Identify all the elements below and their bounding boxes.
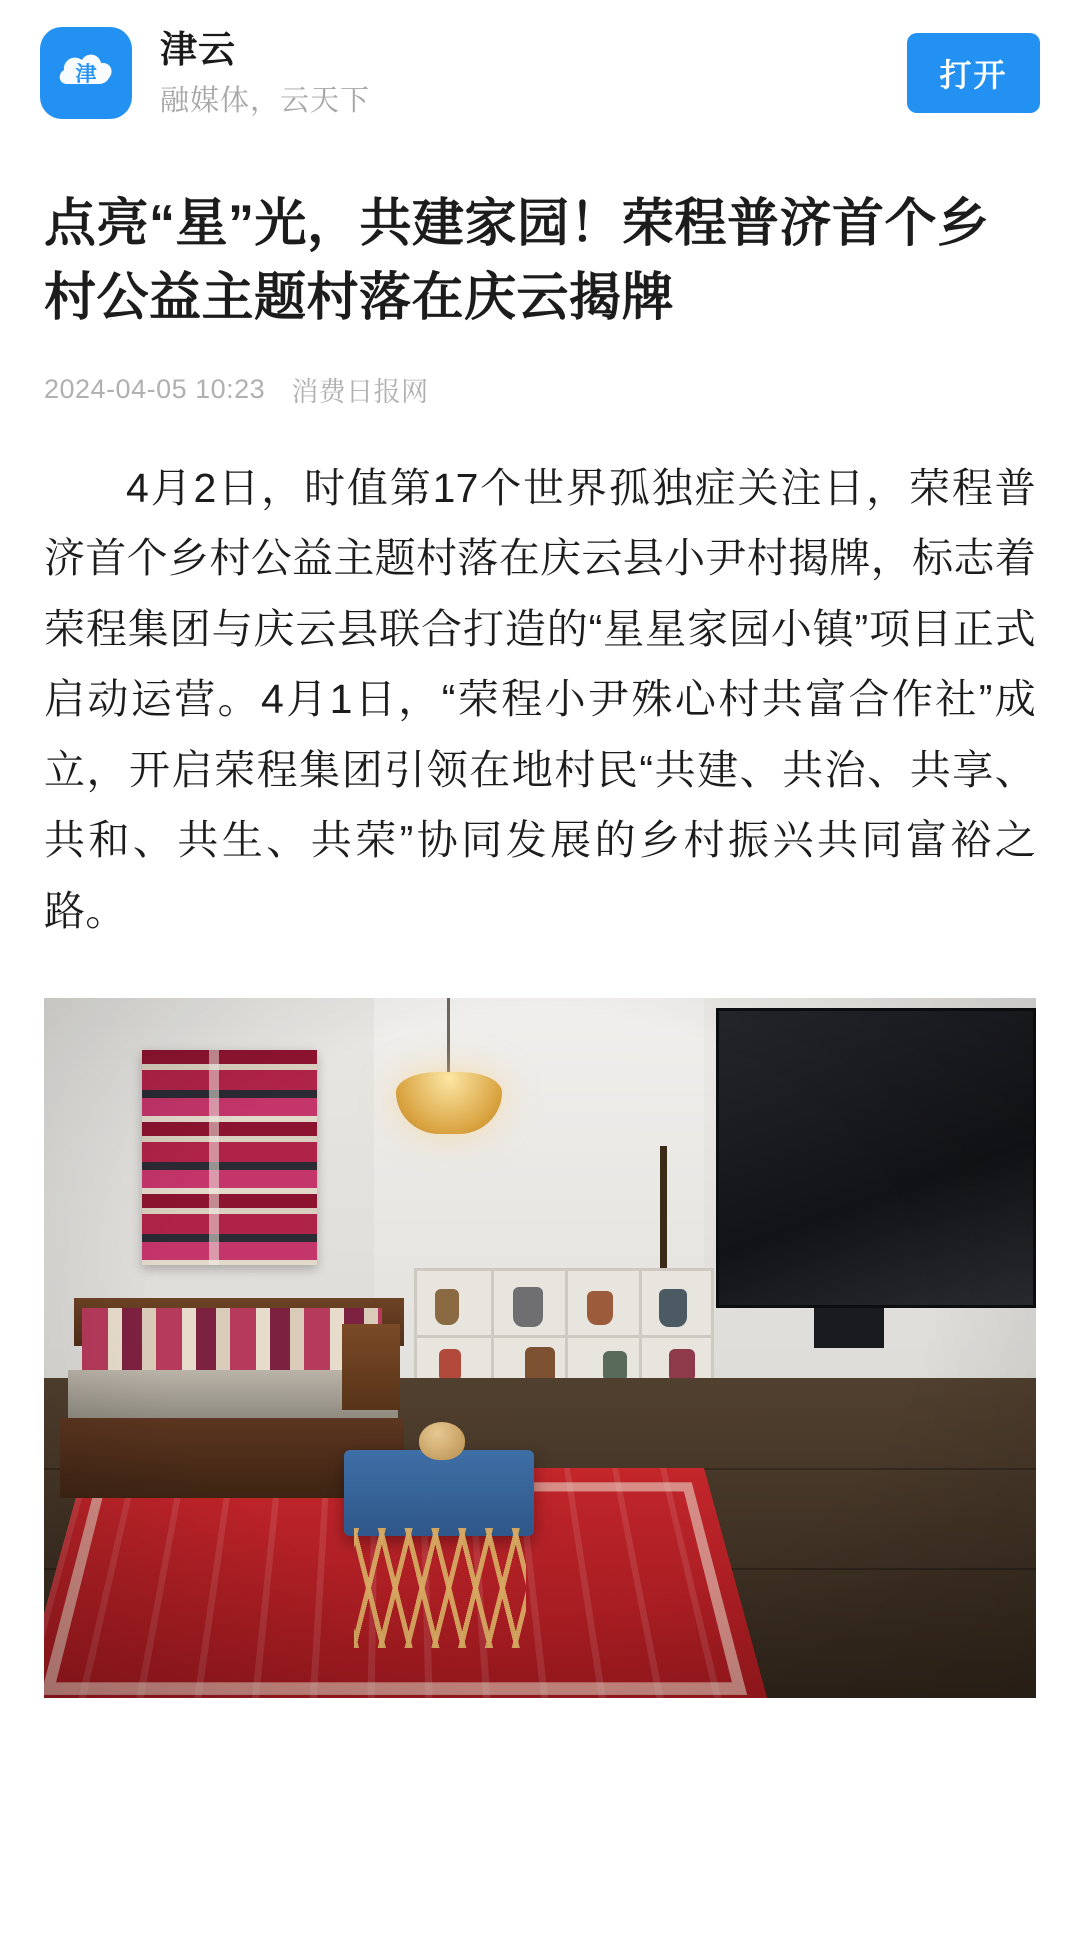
photo-wooden-stool	[342, 1324, 400, 1410]
photo-coffee-table-top	[344, 1450, 534, 1536]
article-byline	[44, 370, 1036, 409]
photo-wall-tapestry	[142, 1050, 317, 1265]
photo-shelf-divider	[491, 1271, 494, 1395]
photo-shelf-pottery	[513, 1287, 543, 1327]
app-logo-icon	[40, 27, 132, 119]
photo-shelf-pottery	[659, 1289, 687, 1327]
photo-lamp-cord	[447, 998, 450, 1076]
article-photo	[44, 998, 1036, 1698]
app-meta	[160, 27, 907, 120]
photo-shelf-middle-board	[417, 1335, 711, 1338]
app-header-bar	[0, 0, 1080, 140]
article-body-paragraph: 4月2日，时值第17个世界孤独症关注日，荣程普济首个乡村公益主题村落在庆云县小尹村揭牌，标志着荣程集团与庆云县联合打造的“星星家园小镇”项目正式启动运营。4月1日，“荣程小尹殊心村共富合作社”成立，开启荣程集团引领在地村民“共建、共治、共享、共和、共生、共荣”协同发展的乡村振兴共同富裕之路。	[44, 464, 1036, 934]
article-container	[0, 188, 1080, 1698]
photo-shelf-divider	[565, 1271, 568, 1395]
photo-scene	[44, 998, 1036, 1698]
app-slogan: 融媒体，云天下	[160, 85, 371, 117]
photo-sofa-cushions	[82, 1308, 382, 1370]
article-source: 消费日报网	[291, 376, 429, 407]
photo-teapot	[419, 1422, 465, 1460]
photo-rattan-table-legs	[354, 1528, 526, 1648]
photo-television	[716, 1008, 1036, 1308]
app-name: 津云	[160, 28, 236, 70]
photo-shelf-pottery	[587, 1291, 613, 1325]
open-app-button[interactable]: 打开	[907, 33, 1040, 113]
photo-television-stand	[814, 1308, 884, 1348]
article-headline: 点亮“星”光，共建家园！荣程普济首个乡村公益主题村落在庆云揭牌	[44, 195, 990, 327]
article-timestamp: 2024-04-05 10:23	[44, 373, 266, 404]
svg-text:津: 津	[75, 63, 97, 86]
photo-shelf-divider	[639, 1271, 642, 1395]
photo-shelf-pottery	[435, 1289, 459, 1325]
